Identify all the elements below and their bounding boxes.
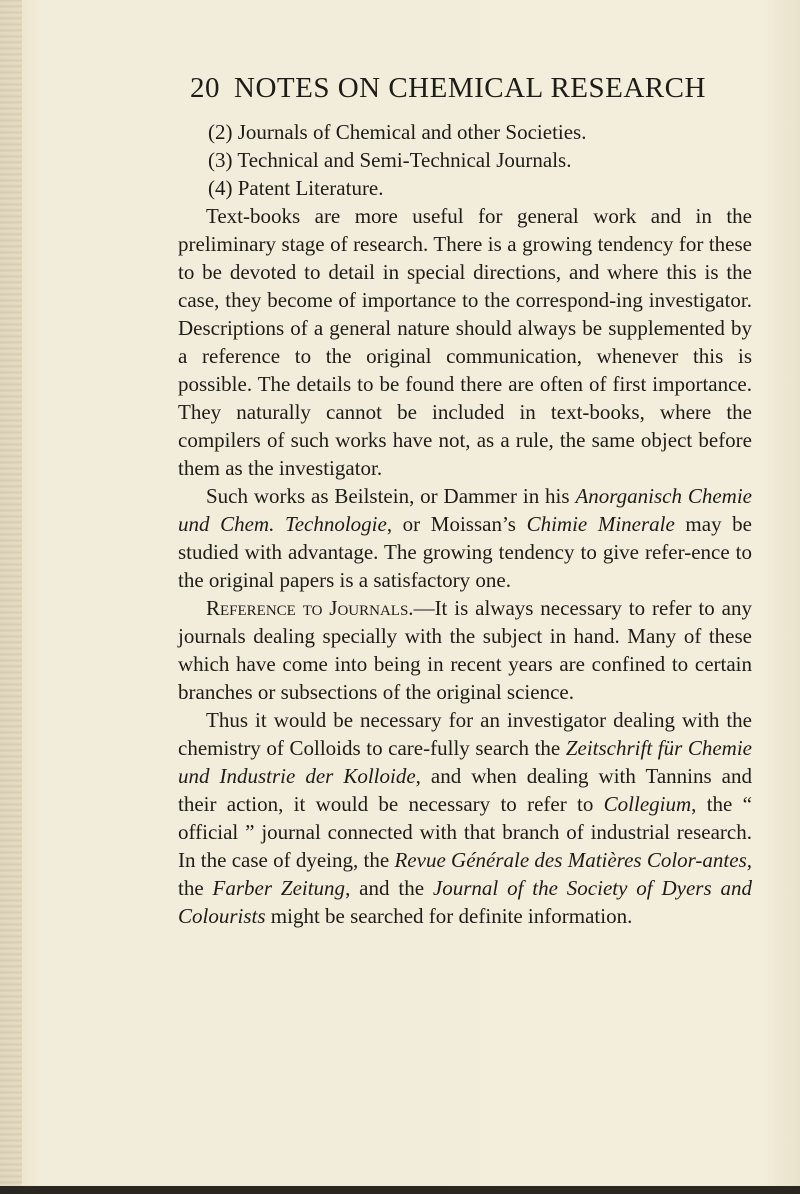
paragraph-textbooks: Text-books are more useful for general work and in the preliminary stage of research. There is a growing tendency for these to be devoted to detail in special directions, and where this is the case, they become of importance to the correspond-ing investigator. Descriptions of a general nature should always be supplemented by a reference to the original communication, whenever this is possible. The details to be found there are often of first importance. They naturally cannot be included in text-books, where the compilers of such works have not, as a rule, the same object before them as the investigator. bbox=[178, 204, 752, 480]
text-span: , and when dealing with Tannins and their action, it would be necessary to refer to bbox=[178, 764, 752, 816]
text-span: Thus it would be necessary for an investigator dealing with the chemistry of Colloids to care-fully search the bbox=[178, 708, 752, 760]
running-header bbox=[190, 72, 750, 105]
text-span: might be searched for definite information. bbox=[265, 904, 633, 928]
text-span: , the “ official ” journal connected with that branch of industrial research. In the case of dyeing, the bbox=[178, 792, 752, 872]
journal-title: Collegium bbox=[603, 792, 692, 816]
section-heading: Reference to Journals. bbox=[206, 596, 414, 620]
paragraph-colloids bbox=[178, 706, 752, 930]
list-item: (3) Technical and Semi-Technical Journals. bbox=[208, 148, 572, 172]
journal-title: Revue Générale des Matières Color-antes bbox=[394, 848, 747, 872]
text-span: , or Moissan’s bbox=[386, 512, 527, 536]
page-bottom-edge bbox=[0, 1186, 800, 1194]
list-item: (2) Journals of Chemical and other Societies. bbox=[208, 120, 587, 144]
journal-title: Zeitschrift für Chemie und Industrie der Kolloide bbox=[178, 736, 752, 788]
text-span: —It is always necessary to refer to any journals dealing specially with the subject in hand. Many of these which have come into being in recent years are confined to certain branches or subsections of the original science. bbox=[178, 596, 752, 704]
journal-title: Journal of the Society of Dyers and Colourists bbox=[178, 876, 753, 928]
book-title: Anorganisch Chemie und Chem. Technologie bbox=[178, 484, 752, 536]
journal-title: Farber Zeitung bbox=[212, 876, 346, 900]
page-number: 20 bbox=[190, 72, 220, 104]
paragraph-works bbox=[178, 482, 752, 594]
list-item: (4) Patent Literature. bbox=[208, 176, 384, 200]
text-span: , the bbox=[178, 848, 753, 900]
page-body bbox=[178, 118, 752, 930]
running-title: NOTES ON CHEMICAL RESEARCH bbox=[234, 72, 706, 104]
text-span: may be studied with advantage. The growing tendency to give refer-ence to the original papers is a satisfactory one. bbox=[178, 512, 752, 592]
text-span: Such works as Beilstein, or Dammer in his bbox=[206, 484, 576, 508]
text-span: , and the bbox=[345, 876, 433, 900]
book-title: Chimie Minerale bbox=[526, 512, 675, 536]
page-binding-edge bbox=[0, 0, 22, 1194]
paragraph-reference-journals bbox=[178, 594, 752, 706]
